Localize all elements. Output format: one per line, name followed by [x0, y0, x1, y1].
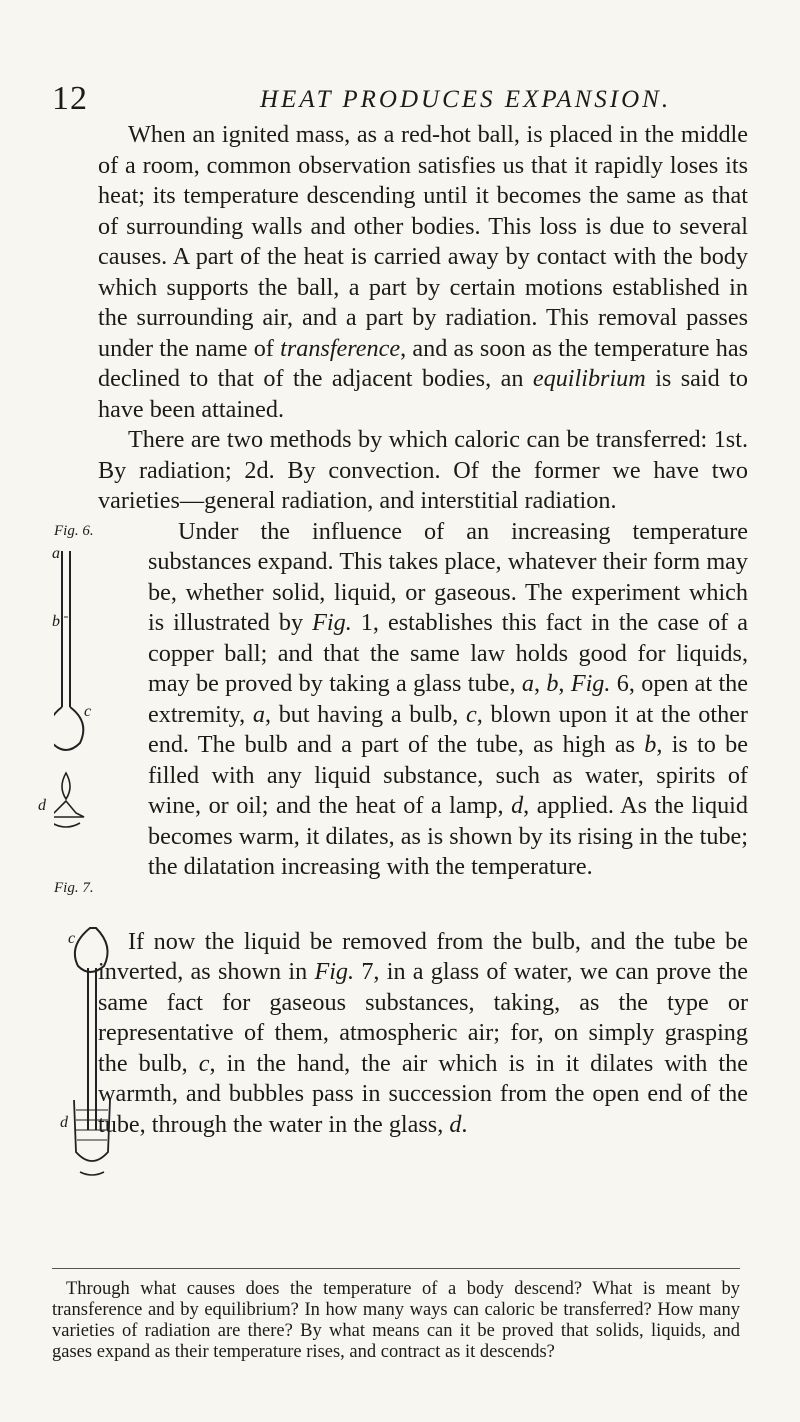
- questions-text: Through what causes does the temperature of a body descend? What is meant by transference and by equilibrium? In how many ways can caloric be transferred? How many varieties of radiation are there? By what means can it be proved that solids, liquids, and gases expand as their temperature rises, and contract as it descends?: [52, 1279, 740, 1362]
- figure-6: [38, 517, 148, 927]
- figure-7-label-c: c: [68, 930, 76, 947]
- figure-7: [54, 880, 154, 1210]
- figure-6-label-c: c: [84, 702, 92, 720]
- page-number: 12: [52, 80, 88, 117]
- running-title: HEAT PRODUCES EXPANSION.: [260, 86, 672, 113]
- review-questions: [52, 1268, 740, 1363]
- figure-7-label-d: d: [60, 1114, 68, 1131]
- term-transference: transference: [280, 334, 401, 362]
- paragraph-gas-expansion: If now the liquid be removed from the bulb, and the tube be inverted, as shown in Fig. 7, in a glass of water, we can prove the same fact for gaseous substances, taking, as the type or representative of them, atmospheric air; for, on simply grasping the bulb, c, in the hand, the air which is in it dilates with the warmth, and bubbles pass in succession from the open end of the tube, through the water in the glass, d.: [98, 927, 748, 1138]
- figure-7-caption: Fig. 7.: [54, 880, 94, 896]
- paragraph-transfer-methods: There are two methods by which caloric can be transferred: 1st. By radiation; 2d. By convection. Of the former we have two varieties—general radiation, and interstitial radiation.: [98, 426, 748, 514]
- figure-6-label-d: d: [38, 796, 46, 814]
- figure-6-caption: Fig. 6.: [54, 522, 94, 539]
- figure-6-label-b: b: [52, 612, 60, 630]
- figure-6-illustration: [54, 517, 148, 927]
- figure-6-label-a: a: [52, 544, 60, 562]
- paragraph-expansion: Under the influence of an increasing temperature substances expand. This takes place, whatever their form may be, whether solid, liquid, or gaseous. The experiment which is illustrated by Fig. 1, establishes this fact in the case of a copper ball; and that the same law holds good for liquids, may be proved by taking a glass tube, a, b, Fig. 6, open at the extremity, a, but having a bulb, c, blown upon it at the other end. The bulb and a part of the tube, as high as b, is to be filled with any liquid substance, such as water, spirits of wine, or oil; and the heat of a lamp, d, applied. As the liquid becomes warm, it dilates, as is shown by its rising in the tube; the dilatation increasing with the temperature.: [148, 517, 748, 880]
- paragraph-heat-loss: When an ignited mass, as a red-hot ball, is placed in the middle of a room, common observation satisfies us that it rapidly loses its heat; its temperature descending until it becomes the same as that of surrounding walls and other bodies. This loss is due to several causes. A part of the heat is carried away by contact with the body which supports the ball, a part by certain motions established in the surrounding air, and a part by radiation. This removal passes under the name of transference, and as soon as the temperature has declined to that of the adjacent bodies, an equilibrium is said to have been attained.: [98, 121, 748, 423]
- running-head: [0, 80, 800, 120]
- term-equilibrium: equilibrium: [532, 365, 646, 392]
- body-text: [38, 120, 748, 1140]
